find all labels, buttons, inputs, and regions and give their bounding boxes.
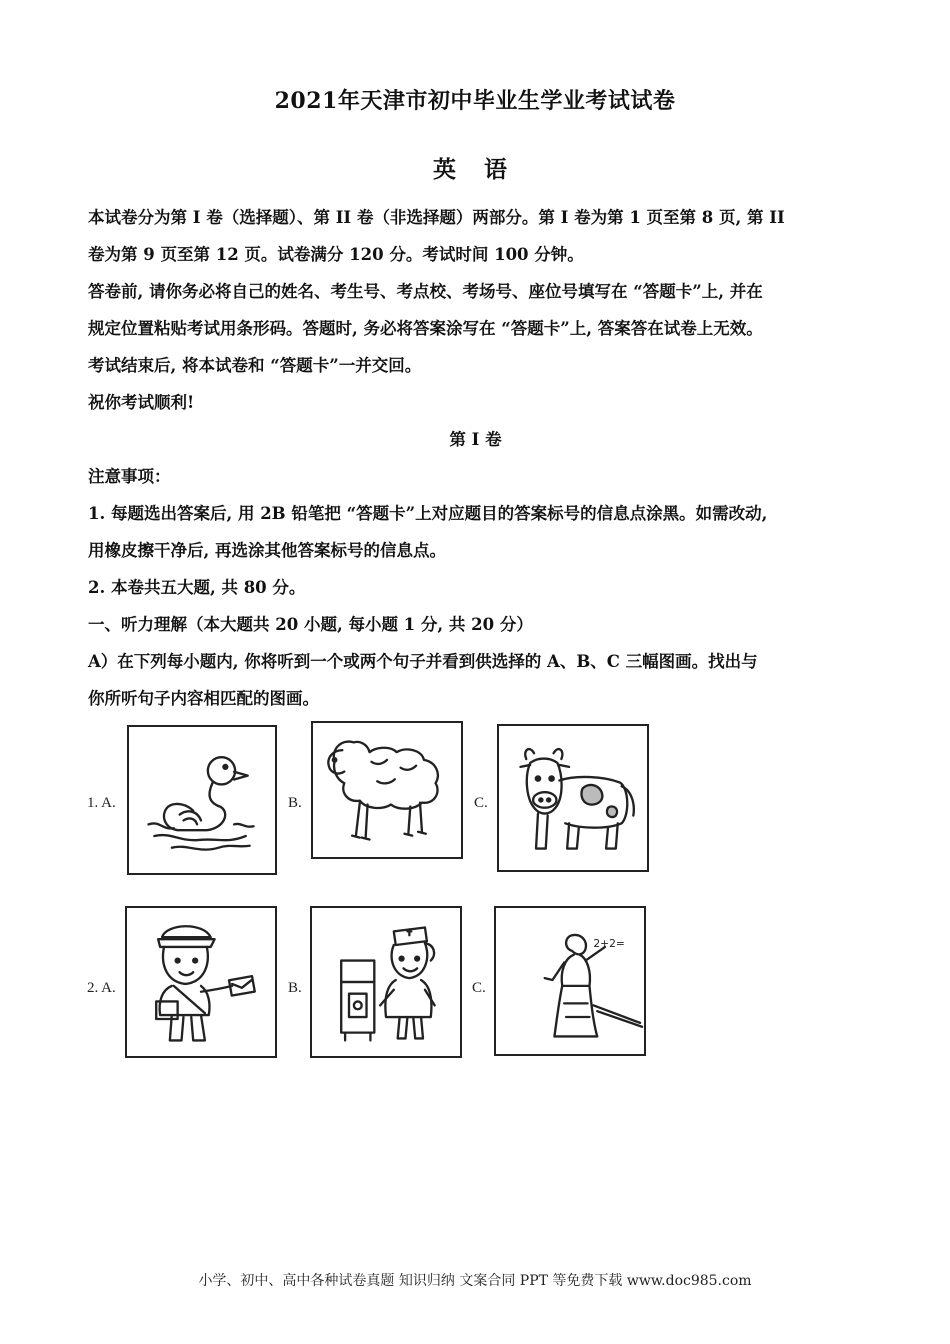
option-c-label: C.	[474, 795, 488, 811]
duck-picture	[127, 725, 277, 875]
intro-block	[88, 199, 863, 717]
subject-title: 英 语	[432, 156, 517, 183]
option-b-label: B.	[288, 795, 302, 811]
note-line: 1. 每题选出答案后, 用 2B 铅笔把 “答题卡”上对应题目的答案标号的信息点涂黑。如需改动,	[88, 504, 768, 523]
intro-line: 考试结束后, 将本试卷和 “答题卡”一并交回。	[88, 356, 422, 375]
intro-line: 答卷前, 请你务必将自己的姓名、考生号、考点校、考场号、座位号填写在 “答题卡”上, 并在	[88, 282, 763, 301]
part-instruction: 你所听句子内容相匹配的图画。	[88, 689, 319, 708]
nurse-picture	[310, 906, 462, 1058]
board-text: 2+2=	[593, 936, 625, 950]
cow-picture	[497, 724, 649, 872]
option-c-label: C.	[472, 980, 486, 996]
option-b-label: B.	[288, 980, 302, 996]
footer-text: 小学、初中、高中各种试卷真题 知识归纳 文案合同 PPT 等免费下载 www.doc985.com	[198, 1273, 752, 1289]
question-1-label: 1. A.	[87, 795, 116, 811]
sheep-picture	[311, 721, 463, 859]
intro-line: 卷为第 9 页至第 12 页。试卷满分 120 分。考试时间 100 分钟。	[88, 245, 584, 264]
note-line: 用橡皮擦干净后, 再选涂其他答案标号的信息点。	[88, 541, 446, 560]
note-line: 2. 本卷共五大题, 共 80 分。	[88, 578, 306, 597]
section-title: 第 I 卷	[449, 430, 502, 449]
part-heading: 一、听力理解（本大题共 20 小题, 每小题 1 分, 共 20 分）	[88, 615, 533, 634]
teacher-picture	[494, 906, 646, 1056]
postman-picture	[125, 906, 277, 1058]
notes-title: 注意事项：	[88, 467, 171, 486]
intro-line: 规定位置粘贴考试用条形码。答题时, 务必将答案涂写在 “答题卡”上, 答案答在试卷上无效。	[88, 319, 763, 338]
part-instruction: A）在下列每小题内, 你将听到一个或两个句子并看到供选择的 A、B、C 三幅图画。找出与	[88, 652, 758, 671]
intro-line: 祝你考试顺利!	[88, 393, 195, 412]
intro-line: 本试卷分为第 I 卷（选择题）、第 II 卷（非选择题）两部分。第 I 卷为第 1 页至第 8 页, 第 II	[88, 208, 785, 227]
exam-title: 2021年天津市初中毕业生学业考试试卷	[274, 88, 676, 114]
question-2-label: 2. A.	[87, 980, 116, 996]
